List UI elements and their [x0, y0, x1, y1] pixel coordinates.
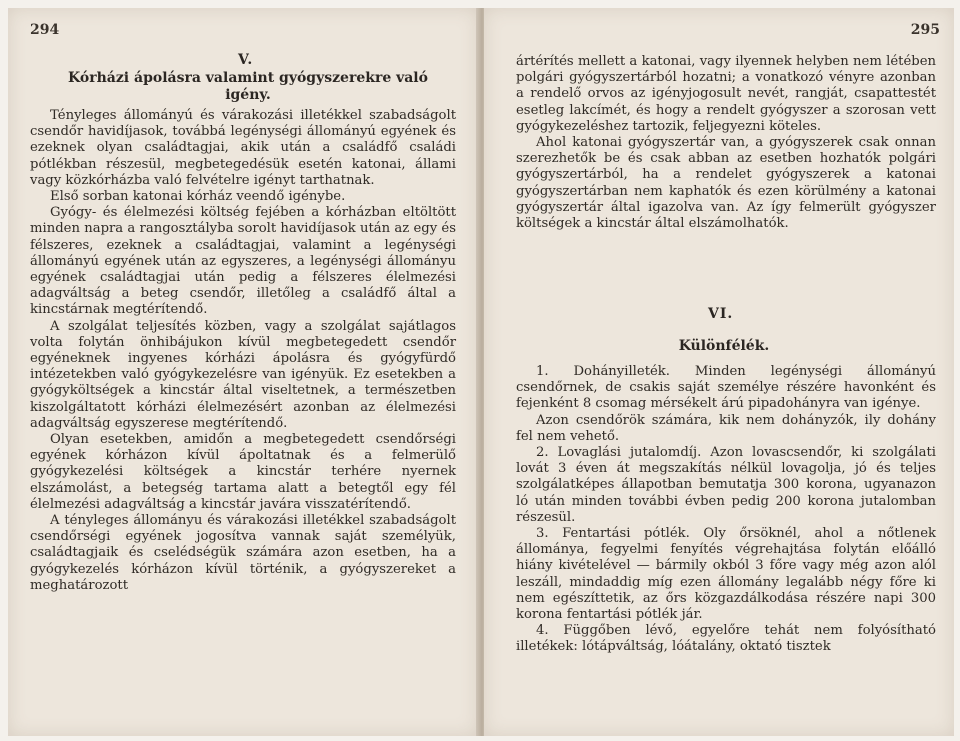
paragraph: Azon csendőrök számára, kik nem dohányzók, ily dohány fel nem vehető. [516, 412, 936, 444]
paragraph: 4. Függőben lévő, egyelőre tehát nem folyósítható illetékek: lótápváltság, lóátalány, oktató tisztek [516, 623, 936, 655]
paragraph: A tényleges állományu és várakozási illetékkel szabadságolt csendőrségi egyének jogosítva vannak saját személyük, családtagjaik és cselédségük számára azon esetben, ha a gyógykezelés kórházon kívül történik, a gyógyszereket a meghatározott [30, 513, 456, 593]
paragraph: Ahol katonai gyógyszertár van, a gyógyszerek csak onnan szerezhetők be és csak abban az esetben hozhatók polgári gyógyszertárból, ha a rendelet gyógyszerek a katonai gyógyszertárban nem kaphatók és ezen körülmény a katonai gyógyszertár által igazolva van. Az így felmerült gyógyszer költségek a kincstár által elszámolhatók. [516, 135, 936, 232]
page-number: 294 [30, 22, 60, 38]
paragraph: 1. Dohányilleték. Minden legénységi állományú csendőrnek, de csakis saját személye részére havonként és fejenként 8 csomag mérsékelt árú pipadohányra van igénye. [516, 364, 936, 412]
left-page [8, 8, 478, 736]
section-title: Különfélék. [678, 338, 770, 354]
paragraph: Első sorban katonai kórház veendő igénybe. [50, 189, 346, 205]
section-number: VI. [708, 306, 734, 322]
right-body-text-top [516, 54, 936, 232]
paragraph: Tényleges állományú és várakozási illetékkel szabadságolt csendőr havidíjasok, továbbá legénységi állományú egyének és ezeknek olyan családtagjai, akik után a családfő családi pótlékban részesül, megbetegedésük esetén katonai, állami vagy közkórházba való felvételre igényt tarthatnak. [30, 108, 456, 188]
paragraph: Gyógy- és élelmezési költség fejében a kórházban eltöltött minden napra a rangosztályba sorolt havidíjasok után az egy és félszeres, ezeknek a családtagjai, valamint a legénységi állományú egyének után az egyszeres, a legénységi állományu egyének családtagjai után pedig a félszeres élelmezési adagváltság a beteg csendőr, illetőleg a családfő által a kincstárnak megtérítendő. [30, 205, 456, 318]
paragraph: A szolgálat teljesítés közben, vagy a szolgálat sajátlagos volta folytán önhibájukon kívül megbetegedett csendőr egyéneknek ingyenes kórházi ápolásra és gyógyfürdő intézetekben való gyógykezelésre van igényük. Ez esetekben a gyógyköltségek a kincstár által viseltetnek, a természetben kiszolgáltatott kórházi élelmezésért azonban az élelmezési adagváltság egyszerese megtérítendő. [30, 318, 456, 431]
left-body-text [30, 108, 456, 594]
section-title: Kórházi ápolásra valamint gyógyszerekre való igény. [68, 70, 428, 103]
paragraph: 2. Lovaglási jutalomdíj. Azon lovascsendőr, ki szolgálati lovát 3 éven át megszakítás nélkül lovagolja, jó és teljes szolgálatképes állapotban bemutatja 300 korona, ugyanazon ló után minden további évben pedig 200 korona jutalomban részesül. [516, 445, 936, 525]
paragraph: Olyan esetekben, amidőn a megbetegedett csendőrségi egyének kórházon kívül ápoltatnak és a felmerülő gyógykezelési költségek a kincstár terhére nyernek elszámolást, a betegség tartama alatt a betegtől egy fél élelmezési adagváltság a kincstár javára visszatérítendő. [30, 432, 456, 512]
right-page [484, 8, 954, 736]
paragraph: 3. Fentartási pótlék. Oly őrsöknél, ahol a nőtlenek állománya, fegyelmi fenyítés végrehajtása folytán előálló hiány kivételével — bármily okból 3 főre vagy még azon alól leszáll, mindaddig míg ezen állomány legalább négy főre ki nem egészíttetik, az őrs közgazdálkodása részére napi 300 korona fentartási pótlék jár. [516, 526, 936, 623]
paragraph: ártérítés mellett a katonai, vagy ilyennek helyben nem létében polgári gyógyszertárból hozatni; a vonatkozó vényre azonban a rendelő orvos az igényjogosult nevét, rangját, csapattestét esetleg lakcímét, és hogy a rendelt gyógyszer a szorosan vett gyógykezeléshez tartozik, feljegyezni köteles. [516, 54, 936, 134]
page-number: 295 [910, 22, 940, 38]
right-body-text-bottom [516, 364, 936, 656]
section-number: V. [238, 52, 254, 68]
